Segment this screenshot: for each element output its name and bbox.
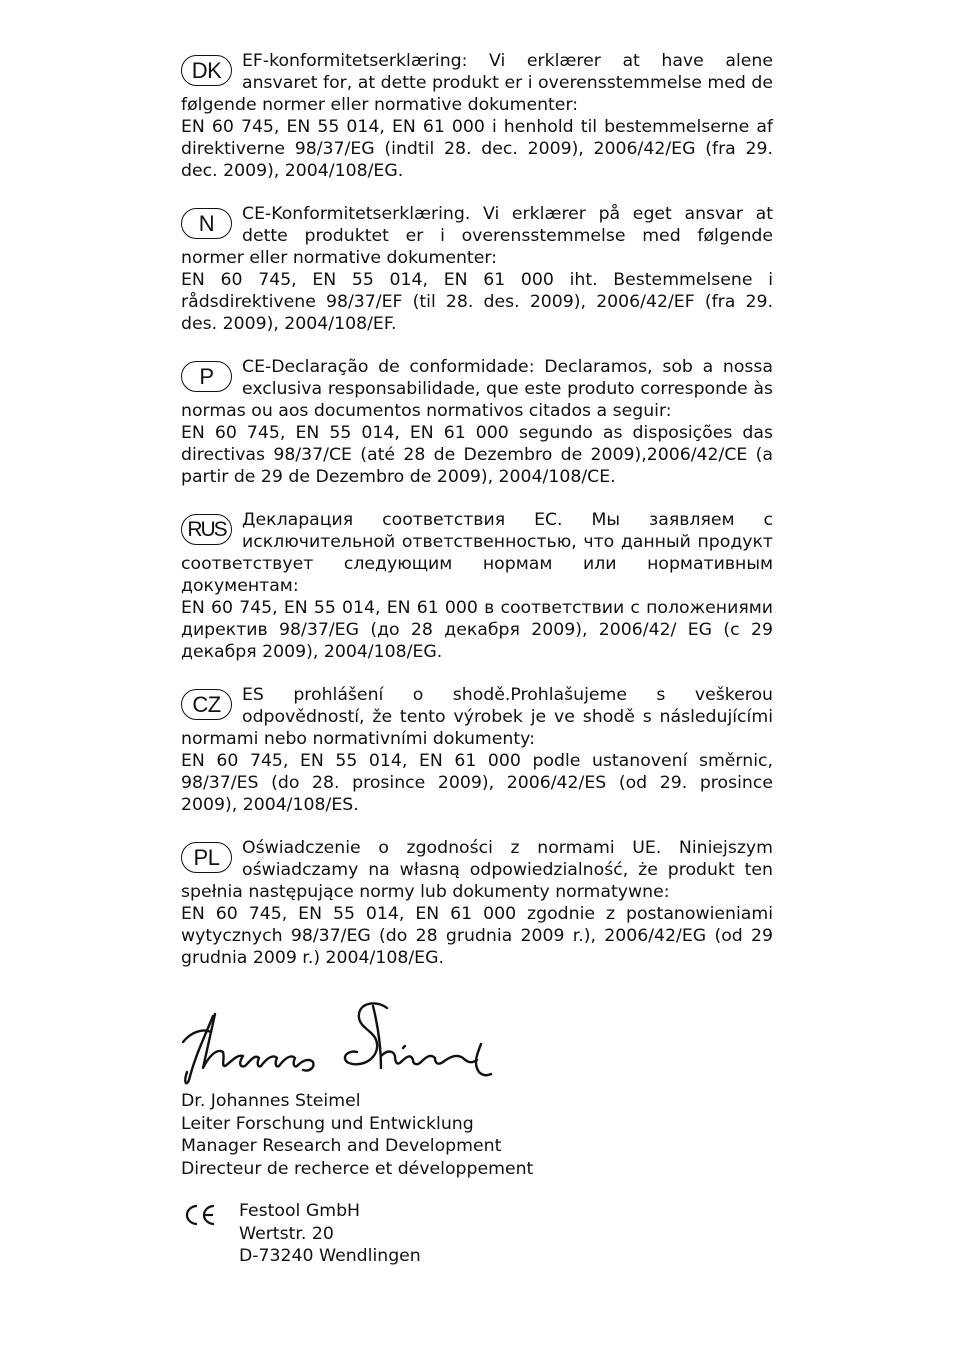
declaration-standards: EN 60 745, EN 55 014, EN 61 000 iht. Bestemmelsene i rådsdirektivene 98/37/EF (til 28. des. 2009), 2006/42/EF (fra 29. des. 2009), 2004/108/EF. xyxy=(181,270,773,334)
signer-title-en: Manager Research and Development xyxy=(181,1136,502,1156)
company-name: Festool GmbH xyxy=(239,1201,361,1221)
country-badge-dk: DK xyxy=(181,55,232,86)
declaration-intro: CE-Konformitetserklæring. Vi erklærer på eget ansvar at dette produktet er i overensstemmelse med følgende normer eller normative dokumenter: xyxy=(181,204,773,268)
country-badge-pl: PL xyxy=(181,842,232,873)
section-p xyxy=(181,356,773,488)
declarations xyxy=(181,50,773,990)
declaration-standards: EN 60 745, EN 55 014, EN 61 000 segundo as disposições das directivas 98/37/CE (até 28 de Dezembro de 2009),2006/42/CE (a partir de 29 de Dezembro de 2009), 2004/108/CE. xyxy=(181,423,773,487)
signer-title-de: Leiter Forschung und Entwicklung xyxy=(181,1113,474,1134)
company-city: D-73240 Wendlingen xyxy=(239,1246,421,1266)
ce-mark-icon xyxy=(183,1203,217,1227)
declaration-standards: EN 60 745, EN 55 014, EN 61 000 i henhold til bestemmelserne af direktiverne 98/37/EG (indtil 28. dec. 2009), 2006/42/EG (fra 29. dec. 2009), 2004/108/EG. xyxy=(181,117,773,181)
company-address xyxy=(239,1200,421,1268)
declaration-standards: EN 60 745, EN 55 014, EN 61 000 podle ustanovení směrnic, 98/37/ES (do 28. prosince 2009), 2006/42/ES (od 29. prosince 2009), 2004/108/ES. xyxy=(181,751,773,815)
signer-block xyxy=(181,1090,533,1180)
declaration-intro: Декларация соответствия ЕС. Мы заявляем с исключительной ответственностью, что данный продукт соответствует следующим нормам или нормативным документам: xyxy=(181,510,773,596)
signer-name: Dr. Johannes Steimel xyxy=(181,1091,361,1111)
declaration-intro: EF-konformitetserklæring: Vi erklærer at have alene ansvaret for, at dette produkt er i overensstemmelse med de følgende normer eller normative dokumenter: xyxy=(181,51,773,115)
declaration-intro: ES prohlášení o shodě.Prohlašujeme s veškerou odpovědností, že tento výrobek je ve shodě s následujícími normami nebo normativními dokumenty: xyxy=(181,685,773,749)
section-n xyxy=(181,203,773,335)
declaration-intro: Oświadczenie o zgodności z normami UE. Niniejszym oświadczamy na własną odpowiedzialność, że produkt ten spełnia następujące normy lub dokumenty normatywne: xyxy=(181,838,773,902)
company-street: Wertstr. 20 xyxy=(239,1223,334,1244)
declaration-standards: EN 60 745, EN 55 014, EN 61 000 в соответствии с положениями директив 98/37/EG (до 28 декабря 2009), 2006/42/ EG (с 29 декабря 2009), 2004/108/EG. xyxy=(181,598,773,662)
signer-title-fr: Directeur de recherce et développement xyxy=(181,1158,534,1179)
declaration-standards: EN 60 745, EN 55 014, EN 61 000 zgodnie z postanowieniami wytycznych 98/37/EG (do 28 grudnia 2009 r.), 2006/42/EG (od 29 grudnia 2009 r.) 2004/108/EG. xyxy=(181,904,773,968)
section-cz xyxy=(181,684,773,816)
section-dk xyxy=(181,50,773,182)
handwritten-signature xyxy=(181,996,511,1088)
country-badge-p: P xyxy=(181,361,232,392)
country-badge-cz: CZ xyxy=(181,689,232,720)
country-badge-rus: RUS xyxy=(181,514,232,545)
section-pl xyxy=(181,837,773,969)
declaration-intro: CE-Declaração de conformidade: Declaramos, sob a nossa exclusiva responsabilidade, que este produto corresponde às normas ou aos documentos normativos citados a seguir: xyxy=(181,357,773,421)
country-badge-n: N xyxy=(181,208,232,239)
section-rus xyxy=(181,509,773,663)
